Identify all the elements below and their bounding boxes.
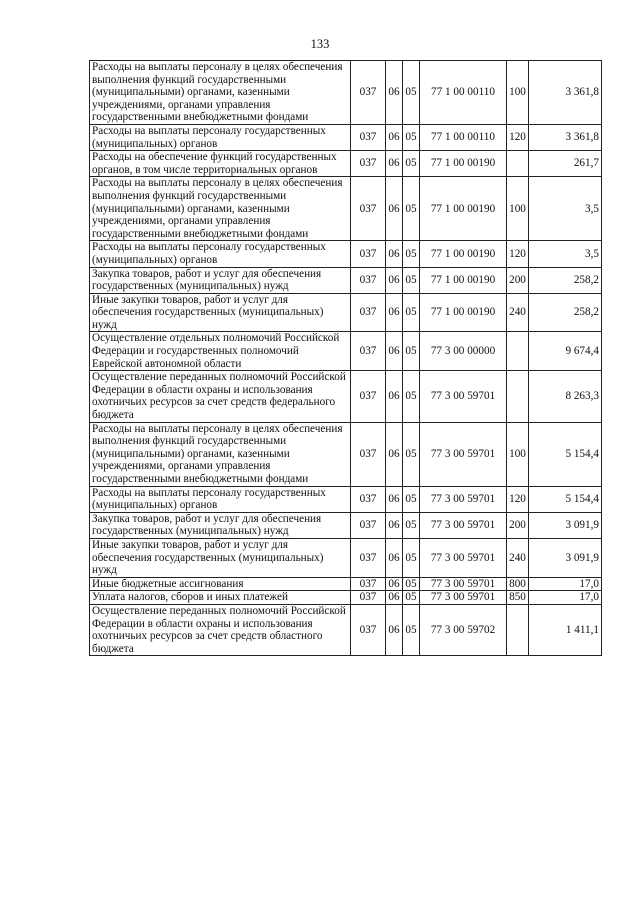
subsection-code-cell: 05 bbox=[403, 267, 420, 293]
target-article-cell: 77 3 00 00000 bbox=[420, 332, 507, 371]
expense-type-cell: 240 bbox=[507, 293, 529, 332]
section-code-cell: 06 bbox=[386, 538, 403, 577]
page-number: 133 bbox=[310, 37, 330, 51]
expense-name-cell: Уплата налогов, сборов и иных платежей bbox=[90, 591, 351, 605]
target-article-cell: 77 3 00 59701 bbox=[420, 538, 507, 577]
subsection-code-cell: 05 bbox=[403, 512, 420, 538]
section-code-cell: 06 bbox=[386, 332, 403, 371]
table-row bbox=[90, 604, 602, 655]
expense-type-cell: 120 bbox=[507, 486, 529, 512]
subsection-code-cell: 05 bbox=[403, 293, 420, 332]
expense-name-cell: Расходы на выплаты персоналу в целях обеспечения выполнения функций государственными (муниципальными) органами, казенными учреждениями, органами управления государственными внебюджетными фондами bbox=[90, 61, 351, 125]
table-row bbox=[90, 512, 602, 538]
table-row bbox=[90, 422, 602, 486]
table-row bbox=[90, 577, 602, 591]
target-article-cell: 77 3 00 59701 bbox=[420, 422, 507, 486]
table-row bbox=[90, 124, 602, 150]
expense-type-cell: 200 bbox=[507, 512, 529, 538]
section-code-cell: 06 bbox=[386, 293, 403, 332]
amount-cell: 3,5 bbox=[529, 177, 602, 241]
ministry-code-cell: 037 bbox=[351, 177, 386, 241]
ministry-code-cell: 037 bbox=[351, 151, 386, 177]
expense-name-cell: Иные бюджетные ассигнования bbox=[90, 577, 351, 591]
ministry-code-cell: 037 bbox=[351, 332, 386, 371]
target-article-cell: 77 1 00 00110 bbox=[420, 61, 507, 125]
expense-type-cell bbox=[507, 604, 529, 655]
ministry-code-cell: 037 bbox=[351, 538, 386, 577]
amount-cell: 3,5 bbox=[529, 241, 602, 267]
subsection-code-cell: 05 bbox=[403, 538, 420, 577]
section-code-cell: 06 bbox=[386, 267, 403, 293]
expense-name-cell: Расходы на выплаты персоналу государственных (муниципальных) органов bbox=[90, 124, 351, 150]
ministry-code-cell: 037 bbox=[351, 486, 386, 512]
section-code-cell: 06 bbox=[386, 124, 403, 150]
section-code-cell: 06 bbox=[386, 604, 403, 655]
expense-name-cell: Иные закупки товаров, работ и услуг для обеспечения государственных (муниципальных) нужд bbox=[90, 293, 351, 332]
target-article-cell: 77 3 00 59702 bbox=[420, 604, 507, 655]
table-row bbox=[90, 293, 602, 332]
subsection-code-cell: 05 bbox=[403, 124, 420, 150]
section-code-cell: 06 bbox=[386, 486, 403, 512]
ministry-code-cell: 037 bbox=[351, 422, 386, 486]
expense-name-cell: Расходы на выплаты персоналу государственных (муниципальных) органов bbox=[90, 241, 351, 267]
expense-name-cell: Расходы на выплаты персоналу государственных (муниципальных) органов bbox=[90, 486, 351, 512]
expense-type-cell: 120 bbox=[507, 124, 529, 150]
ministry-code-cell: 037 bbox=[351, 512, 386, 538]
amount-cell: 258,2 bbox=[529, 293, 602, 332]
amount-cell: 261,7 bbox=[529, 151, 602, 177]
section-code-cell: 06 bbox=[386, 151, 403, 177]
amount-cell: 8 263,3 bbox=[529, 371, 602, 422]
ministry-code-cell: 037 bbox=[351, 267, 386, 293]
subsection-code-cell: 05 bbox=[403, 177, 420, 241]
expense-name-cell: Расходы на выплаты персоналу в целях обеспечения выполнения функций государственными (муниципальными) органами, казенными учреждениями, органами управления государственными внебюджетными фондами bbox=[90, 422, 351, 486]
target-article-cell: 77 1 00 00190 bbox=[420, 267, 507, 293]
expense-name-cell: Осуществление отдельных полномочий Российской Федерации и государственных полномочий Еврейской автономной области bbox=[90, 332, 351, 371]
table-row bbox=[90, 177, 602, 241]
amount-cell: 3 091,9 bbox=[529, 538, 602, 577]
target-article-cell: 77 1 00 00190 bbox=[420, 293, 507, 332]
section-code-cell: 06 bbox=[386, 591, 403, 605]
table-row bbox=[90, 267, 602, 293]
ministry-code-cell: 037 bbox=[351, 124, 386, 150]
amount-cell: 9 674,4 bbox=[529, 332, 602, 371]
table-row bbox=[90, 241, 602, 267]
table-row bbox=[90, 591, 602, 605]
amount-cell: 5 154,4 bbox=[529, 422, 602, 486]
subsection-code-cell: 05 bbox=[403, 151, 420, 177]
target-article-cell: 77 1 00 00110 bbox=[420, 124, 507, 150]
target-article-cell: 77 3 00 59701 bbox=[420, 591, 507, 605]
table-row bbox=[90, 61, 602, 125]
subsection-code-cell: 05 bbox=[403, 371, 420, 422]
table-row bbox=[90, 371, 602, 422]
expense-type-cell bbox=[507, 332, 529, 371]
table-row bbox=[90, 486, 602, 512]
target-article-cell: 77 3 00 59701 bbox=[420, 371, 507, 422]
expense-name-cell: Иные закупки товаров, работ и услуг для обеспечения государственных (муниципальных) нужд bbox=[90, 538, 351, 577]
budget-table bbox=[89, 60, 602, 656]
section-code-cell: 06 bbox=[386, 241, 403, 267]
table-row bbox=[90, 151, 602, 177]
ministry-code-cell: 037 bbox=[351, 293, 386, 332]
expense-type-cell bbox=[507, 151, 529, 177]
subsection-code-cell: 05 bbox=[403, 604, 420, 655]
expense-type-cell: 100 bbox=[507, 177, 529, 241]
subsection-code-cell: 05 bbox=[403, 241, 420, 267]
section-code-cell: 06 bbox=[386, 577, 403, 591]
expense-name-cell: Осуществление переданных полномочий Российской Федерации в области охраны и использования охотничьих ресурсов за счет средств федерального бюджета bbox=[90, 371, 351, 422]
target-article-cell: 77 3 00 59701 bbox=[420, 486, 507, 512]
expense-type-cell: 800 bbox=[507, 577, 529, 591]
amount-cell: 17,0 bbox=[529, 577, 602, 591]
expense-name-cell: Закупка товаров, работ и услуг для обеспечения государственных (муниципальных) нужд bbox=[90, 512, 351, 538]
subsection-code-cell: 05 bbox=[403, 422, 420, 486]
section-code-cell: 06 bbox=[386, 422, 403, 486]
expense-type-cell bbox=[507, 371, 529, 422]
amount-cell: 3 091,9 bbox=[529, 512, 602, 538]
expense-type-cell: 240 bbox=[507, 538, 529, 577]
expense-type-cell: 100 bbox=[507, 61, 529, 125]
subsection-code-cell: 05 bbox=[403, 577, 420, 591]
expense-type-cell: 120 bbox=[507, 241, 529, 267]
subsection-code-cell: 05 bbox=[403, 61, 420, 125]
target-article-cell: 77 1 00 00190 bbox=[420, 177, 507, 241]
subsection-code-cell: 05 bbox=[403, 591, 420, 605]
section-code-cell: 06 bbox=[386, 371, 403, 422]
target-article-cell: 77 3 00 59701 bbox=[420, 577, 507, 591]
subsection-code-cell: 05 bbox=[403, 332, 420, 371]
expense-name-cell: Расходы на обеспечение функций государственных органов, в том числе территориальных органов bbox=[90, 151, 351, 177]
amount-cell: 17,0 bbox=[529, 591, 602, 605]
expense-name-cell: Осуществление переданных полномочий Российской Федерации в области охраны и использования охотничьих ресурсов за счет средств областного бюджета bbox=[90, 604, 351, 655]
ministry-code-cell: 037 bbox=[351, 61, 386, 125]
ministry-code-cell: 037 bbox=[351, 371, 386, 422]
amount-cell: 3 361,8 bbox=[529, 124, 602, 150]
section-code-cell: 06 bbox=[386, 512, 403, 538]
target-article-cell: 77 3 00 59701 bbox=[420, 512, 507, 538]
expense-name-cell: Расходы на выплаты персоналу в целях обеспечения выполнения функций государственными (муниципальными) органами, казенными учреждениями, органами управления государственными внебюджетными фондами bbox=[90, 177, 351, 241]
target-article-cell: 77 1 00 00190 bbox=[420, 241, 507, 267]
subsection-code-cell: 05 bbox=[403, 486, 420, 512]
ministry-code-cell: 037 bbox=[351, 241, 386, 267]
expense-name-cell: Закупка товаров, работ и услуг для обеспечения государственных (муниципальных) нужд bbox=[90, 267, 351, 293]
expense-type-cell: 850 bbox=[507, 591, 529, 605]
amount-cell: 3 361,8 bbox=[529, 61, 602, 125]
amount-cell: 1 411,1 bbox=[529, 604, 602, 655]
ministry-code-cell: 037 bbox=[351, 604, 386, 655]
target-article-cell: 77 1 00 00190 bbox=[420, 151, 507, 177]
amount-cell: 258,2 bbox=[529, 267, 602, 293]
expense-type-cell: 200 bbox=[507, 267, 529, 293]
section-code-cell: 06 bbox=[386, 177, 403, 241]
ministry-code-cell: 037 bbox=[351, 591, 386, 605]
ministry-code-cell: 037 bbox=[351, 577, 386, 591]
expense-type-cell: 100 bbox=[507, 422, 529, 486]
section-code-cell: 06 bbox=[386, 61, 403, 125]
amount-cell: 5 154,4 bbox=[529, 486, 602, 512]
table-row bbox=[90, 332, 602, 371]
table-row bbox=[90, 538, 602, 577]
